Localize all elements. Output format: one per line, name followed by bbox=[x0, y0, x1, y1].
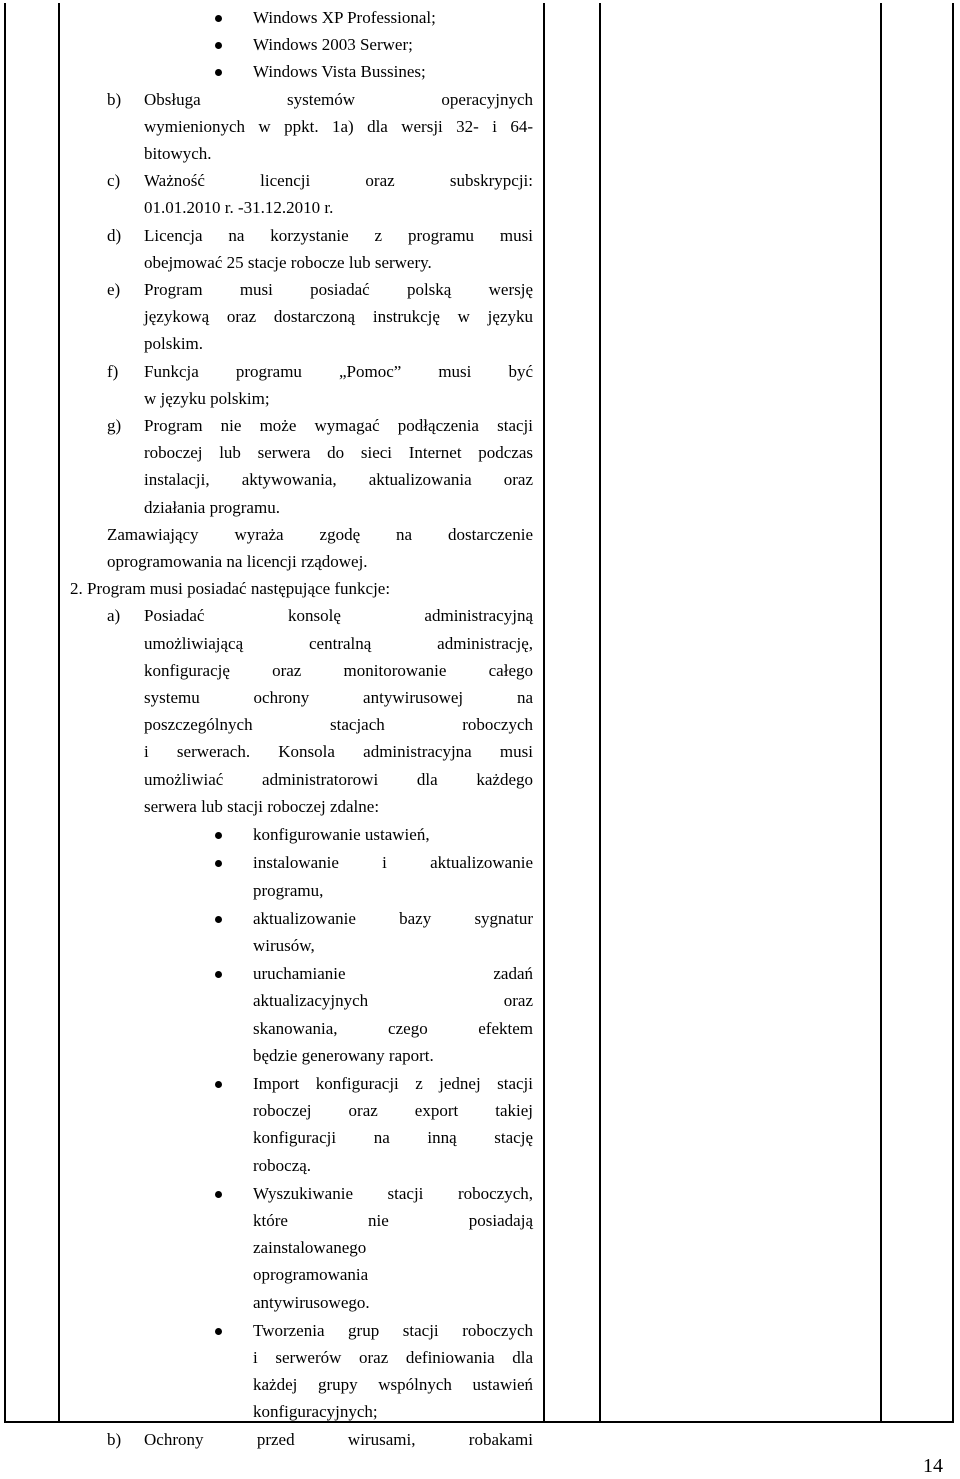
function-bullet bbox=[107, 1180, 533, 1316]
list-item-line: umożliwiającą centralną administrację, bbox=[144, 633, 533, 653]
list-item-line: działania programu. bbox=[144, 497, 280, 517]
function-bullet bbox=[107, 960, 533, 1069]
bullet-icon bbox=[215, 832, 222, 839]
bullet-line: każdej grupy wspólnych ustawień bbox=[253, 1375, 533, 1395]
list-label: b) bbox=[107, 1429, 122, 1449]
list-item bbox=[107, 412, 533, 521]
list-item-b bbox=[107, 1426, 533, 1453]
bullet-icon bbox=[215, 15, 222, 22]
bullet-icon bbox=[215, 69, 222, 76]
table-border-col2 bbox=[543, 3, 545, 1423]
list-item-line: obejmować 25 stacje robocze lub serwery. bbox=[144, 252, 432, 272]
list-item-line: instalacji, aktywowania, aktualizowania oraz bbox=[144, 470, 533, 490]
list-item-line: wymienionych w ppkt. 1a) dla wersji 32- i 64- bbox=[144, 116, 533, 136]
bullet-icon bbox=[215, 1191, 222, 1198]
spec-cell bbox=[70, 4, 533, 1453]
list-label: c) bbox=[107, 171, 121, 191]
bullet-line: Windows Vista Bussines; bbox=[253, 62, 426, 82]
bullet-line: Windows XP Professional; bbox=[253, 8, 436, 27]
consent-line: oprogramowania na licencji rządowej. bbox=[107, 552, 368, 572]
table-border-left bbox=[4, 3, 6, 1423]
list-item-a bbox=[107, 602, 533, 820]
function-bullet bbox=[107, 1317, 533, 1426]
bullet-line: Wyszukiwanie stacji roboczych, bbox=[253, 1183, 533, 1203]
bullet-line: będzie generowany raport. bbox=[253, 1045, 434, 1065]
list-item-line: Posiadać konsolę administracyjną bbox=[144, 606, 533, 626]
bullet-line: oprogramowania bbox=[253, 1265, 369, 1285]
table-border-col3 bbox=[599, 3, 601, 1423]
list-item-line: językową oraz dostarczoną instrukcję w języku bbox=[144, 307, 533, 327]
list-item-line: bitowych. bbox=[144, 144, 212, 164]
function-bullet bbox=[107, 1070, 533, 1179]
bullet-line: antywirusowego. bbox=[253, 1292, 370, 1312]
list-label: a) bbox=[107, 606, 121, 626]
os-bullet bbox=[107, 4, 533, 31]
list-item-line: serwera lub stacji roboczej zdalne: bbox=[144, 796, 380, 816]
bullet-line: roboczą. bbox=[253, 1155, 312, 1175]
bullet-line: skanowania, czego efektem bbox=[253, 1018, 533, 1038]
bullet-icon bbox=[215, 916, 222, 923]
bullet-line: uruchamianie zadań bbox=[253, 964, 533, 984]
list-item-line: Funkcja programu „Pomoc” musi być bbox=[144, 361, 533, 381]
list-item-line: i serwerach. Konsola administracyjna musi bbox=[144, 742, 533, 762]
bullet-line: Windows 2003 Serwer; bbox=[253, 35, 413, 55]
bullet-line: programu, bbox=[253, 880, 324, 900]
list-item-line: Obsługa systemów operacyjnych bbox=[144, 89, 533, 109]
os-bullet bbox=[107, 31, 533, 58]
list-item-line: w języku polskim; bbox=[144, 388, 270, 408]
list-item bbox=[107, 358, 533, 412]
list-item-line: Ważność licencji oraz subskrypcji: bbox=[144, 171, 533, 191]
table-border-right bbox=[952, 3, 954, 1423]
bullet-line: aktualizacyjnych oraz bbox=[253, 991, 533, 1011]
bullet-line: konfiguracyjnych; bbox=[253, 1402, 378, 1422]
list-item-line: systemu ochrony antywirusowej na bbox=[144, 688, 533, 708]
table-border-col4 bbox=[880, 3, 882, 1423]
bullet-line: konfigurowanie ustawień, bbox=[253, 825, 430, 845]
list-item-line: poszczególnych stacjach roboczych bbox=[144, 715, 533, 735]
function-bullet bbox=[107, 821, 533, 848]
list-item bbox=[107, 86, 533, 168]
list-item-line: Ochrony przed wirusami, robakami bbox=[144, 1429, 533, 1449]
list-item-line: Program musi posiadać polską wersję bbox=[144, 280, 533, 300]
list-label: e) bbox=[107, 280, 121, 300]
list-item-line: 01.01.2010 r. -31.12.2010 r. bbox=[144, 198, 334, 218]
function-bullet bbox=[107, 905, 533, 959]
list-item-line: Program nie może wymagać podłączenia stacji bbox=[144, 416, 533, 436]
list-label: g) bbox=[107, 416, 122, 436]
list-item bbox=[107, 167, 533, 221]
list-item-line: polskim. bbox=[144, 334, 204, 354]
consent-line: Zamawiający wyraża zgodę na dostarczenie bbox=[107, 524, 533, 544]
bullet-line: roboczej oraz export takiej bbox=[253, 1101, 533, 1121]
list-item-line: konfigurację oraz monitorowanie całego bbox=[144, 660, 533, 680]
list-label: f) bbox=[107, 361, 119, 381]
list-item bbox=[107, 222, 533, 276]
bullet-line: konfiguracji na inną stację bbox=[253, 1128, 533, 1148]
bullet-line: które nie posiadają bbox=[253, 1210, 533, 1230]
list-item-line: umożliwiać administratorowi dla każdego bbox=[144, 769, 533, 789]
bullet-icon bbox=[215, 860, 222, 867]
bullet-line: aktualizowanie bazy sygnatur bbox=[253, 908, 533, 928]
bullet-line: wirusów, bbox=[253, 935, 315, 955]
list-item bbox=[107, 276, 533, 358]
bullet-line: Tworzenia grup stacji roboczych bbox=[253, 1320, 533, 1340]
list-item-line: Licencja na korzystanie z programu musi bbox=[144, 225, 533, 245]
bullet-icon bbox=[215, 1328, 222, 1335]
bullet-line: Import konfiguracji z jednej stacji bbox=[253, 1073, 533, 1093]
bullet-line: instalowanie i aktualizowanie bbox=[253, 853, 533, 873]
bullet-icon bbox=[215, 971, 222, 978]
table-border-col1 bbox=[58, 3, 60, 1423]
bullet-line: i serwerów oraz definiowania dla bbox=[253, 1347, 533, 1367]
bullet-icon bbox=[215, 42, 222, 49]
page-number: 14 bbox=[923, 1455, 943, 1477]
function-bullet bbox=[107, 849, 533, 903]
os-bullet bbox=[107, 58, 533, 85]
list-label: d) bbox=[107, 225, 122, 245]
bullet-icon bbox=[215, 1081, 222, 1088]
bullet-line: zainstalowanego bbox=[253, 1238, 367, 1258]
list-item-line: roboczej lub serwera do sieci Internet podczas bbox=[144, 443, 533, 463]
section-2-title: 2. Program musi posiadać następujące funkcje: bbox=[70, 579, 391, 599]
list-label: b) bbox=[107, 89, 122, 109]
